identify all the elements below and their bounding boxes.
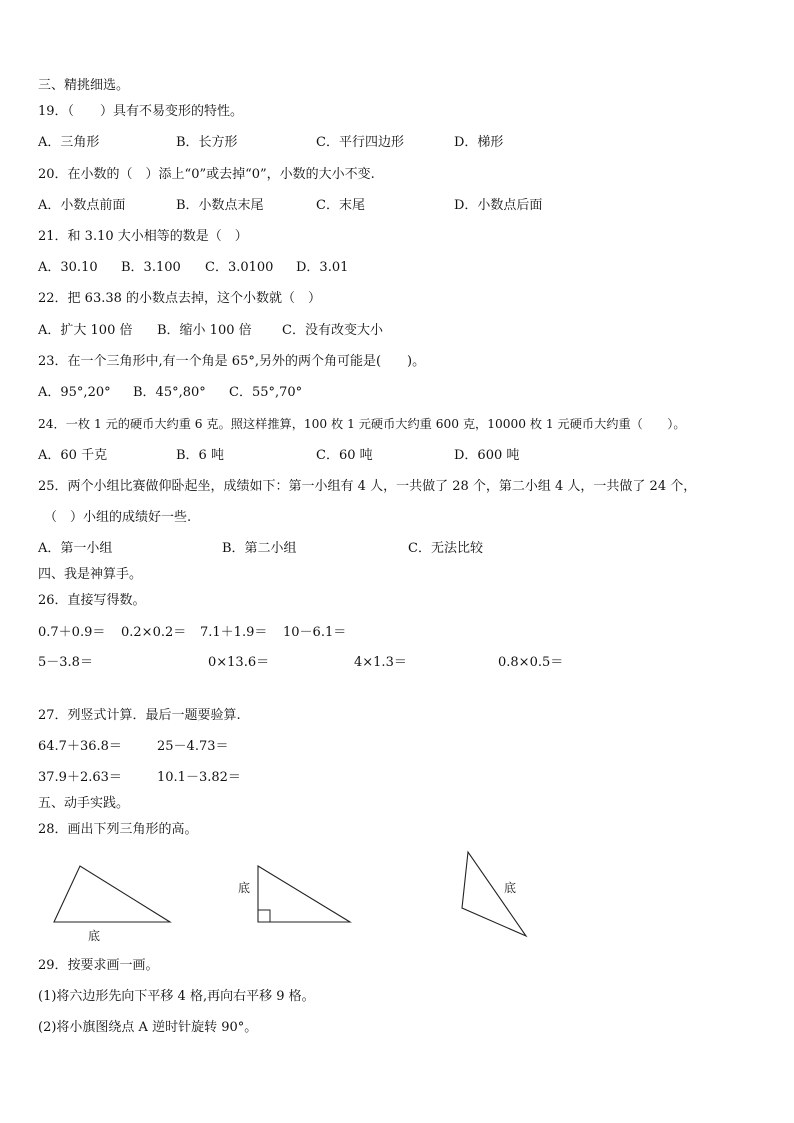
question-28: 28．画出下列三角形的高。 — [38, 822, 198, 837]
triangle-2-base-label: 底 — [238, 881, 251, 895]
q26-expr-4: 10－6.1＝ — [283, 625, 347, 640]
q23-option-b: B．45°,80° — [133, 385, 206, 400]
question-19: 19．（ ）具有不易变形的特性。 — [38, 104, 244, 119]
q27-expr-1: 64.7＋36.8＝ — [38, 739, 122, 754]
triangle-1-base-label: 底 — [88, 929, 101, 943]
q19-option-a: A．三角形 — [38, 135, 100, 150]
section-four-title: 四、我是神算手。 — [38, 567, 143, 582]
q22-option-b: B．缩小 100 倍 — [157, 323, 252, 338]
q20-option-d: D．小数点后面 — [454, 198, 543, 213]
q27-expr-4: 10.1－3.82＝ — [157, 770, 241, 785]
question-25-continued: （ ）小组的成绩好一些. — [44, 510, 192, 525]
q19-option-b: B．长方形 — [176, 135, 238, 150]
q22-option-a: A．扩大 100 倍 — [38, 323, 133, 338]
q26-expr-6: 0×13.6＝ — [208, 655, 270, 670]
triangle-figure-1 — [48, 860, 178, 946]
q24-option-a: A．60 千克 — [38, 448, 108, 463]
question-26: 26．直接写得数。 — [38, 593, 146, 608]
question-29-part-2: (2)将小旗图绕点 A 逆时针旋转 90°。 — [38, 1020, 258, 1035]
q20-option-a: A．小数点前面 — [38, 198, 126, 213]
question-20: 20．在小数的（ ）添上“0”或去掉“0”，小数的大小不变. — [38, 167, 375, 182]
q26-expr-2: 0.2×0.2＝ — [121, 625, 187, 640]
q26-expr-3: 7.1＋1.9＝ — [200, 625, 268, 640]
triangle-figure-2 — [234, 860, 356, 930]
q25-option-b: B．第二小组 — [222, 541, 297, 556]
section-three-title: 三、精挑细选。 — [38, 78, 130, 93]
q21-option-c: C．3.0100 — [205, 260, 274, 275]
q24-option-d: D．600 吨 — [454, 448, 520, 463]
q20-option-b: B．小数点末尾 — [176, 198, 264, 213]
q21-option-b: B．3.100 — [121, 260, 181, 275]
question-29-part-1: (1)将六边形先向下平移 4 格,再向右平移 9 格。 — [38, 989, 315, 1004]
question-22: 22．把 63.38 的小数点去掉，这个小数就（ ） — [38, 291, 322, 306]
q19-option-d: D．梯形 — [454, 135, 504, 150]
q27-expr-3: 37.9＋2.63＝ — [38, 770, 122, 785]
q24-option-b: B．6 吨 — [176, 448, 224, 463]
q26-expr-8: 0.8×0.5＝ — [498, 655, 564, 670]
q27-expr-2: 25－4.73＝ — [157, 739, 229, 754]
section-five-title: 五、动手实践。 — [38, 796, 130, 811]
question-23: 23．在一个三角形中,有一个角是 65°,另外的两个角可能是( )。 — [38, 354, 426, 369]
q26-expr-7: 4×1.3＝ — [354, 655, 407, 670]
q20-option-c: C．末尾 — [316, 198, 365, 213]
question-24: 24．一枚 1 元的硬币大约重 6 克。照这样推算，100 枚 1 元硬币大约重 600 克，10000 枚 1 元硬币大约重（ ）。 — [38, 417, 686, 431]
question-21: 21．和 3.10 大小相等的数是（ ） — [38, 229, 248, 244]
q24-option-c: C．60 吨 — [316, 448, 373, 463]
q25-option-a: A．第一小组 — [38, 541, 113, 556]
q21-option-d: D．3.01 — [296, 260, 349, 275]
q21-option-a: A．30.10 — [38, 260, 98, 275]
q22-option-c: C．没有改变大小 — [282, 323, 383, 338]
q26-expr-1: 0.7＋0.9＝ — [38, 625, 106, 640]
triangle-figure-3 — [452, 846, 536, 940]
triangle-3-base-label: 底 — [504, 881, 517, 895]
question-27: 27．列竖式计算．最后一题要验算. — [38, 708, 241, 723]
q23-option-a: A．95°,20° — [38, 385, 111, 400]
q23-option-c: C．55°,70° — [229, 385, 303, 400]
question-29: 29．按要求画一画。 — [38, 958, 159, 973]
q25-option-c: C．无法比较 — [408, 541, 483, 556]
q19-option-c: C．平行四边形 — [316, 135, 404, 150]
q26-expr-5: 5－3.8＝ — [38, 655, 93, 670]
question-25: 25．两个小组比赛做仰卧起坐，成绩如下：第一小组有 4 人，一共做了 28 个，第二小组 4 人，一共做了 24 个， — [38, 479, 697, 494]
